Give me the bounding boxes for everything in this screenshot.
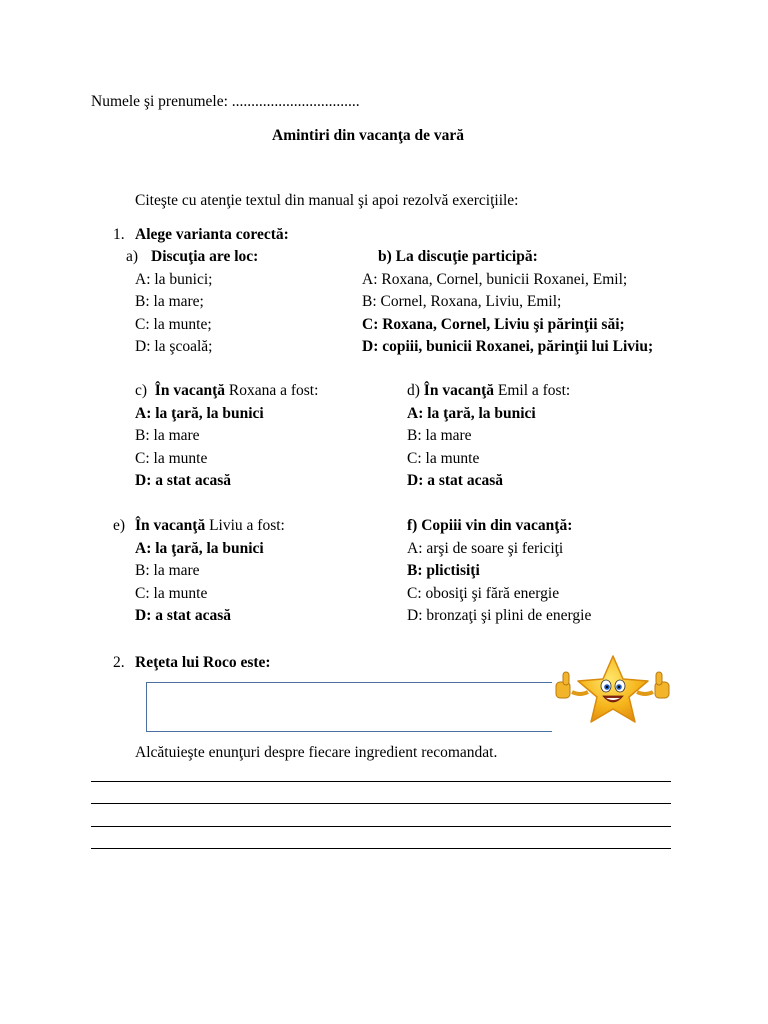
question-d [407, 382, 570, 400]
question-c-letter: c) [135, 382, 148, 399]
instruction-text: Citeşte cu atenţie textul din manual şi apoi rezolvă exerciţiile: [135, 192, 519, 209]
question-c-option-a: A: la ţară, la bunici [135, 405, 264, 422]
question-f-option-c: C: obosiţi şi fără energie [407, 585, 560, 602]
exercise-2-task [135, 744, 497, 762]
name-blank: : ................................. [223, 93, 360, 110]
question-a-letter: a) [126, 248, 139, 265]
exercise-2-task-text: Alcătuieşte enunţuri despre fiecare ingredient recomandat. [135, 744, 498, 761]
answer-line-2[interactable] [91, 803, 671, 804]
star-smiley-icon [552, 652, 674, 734]
question-f-option-a: A: arşi de soare şi fericiţi [407, 540, 564, 557]
question-e-rest: Liviu a fost: [205, 517, 285, 534]
answer-line-1[interactable] [91, 781, 671, 782]
question-a: Discuţia are loc: [151, 248, 259, 265]
question-c-option-d: D: a stat acasă [135, 472, 231, 489]
question-d-option-b: B: la mare [407, 427, 472, 444]
thumbs-up-icon [655, 672, 669, 698]
question-e-option-b: B: la mare [135, 562, 200, 579]
question-e-option-a: A: la ţară, la bunici [135, 540, 264, 557]
question-f-option-d: D: bronzaţi şi plini de energie [407, 607, 592, 624]
question-f-option-b: B: plictisiţi [407, 562, 480, 579]
question-d-rest: Emil a fost: [494, 382, 571, 399]
exercise-1-number: 1. [113, 226, 125, 243]
question-c-prefix: În vacanţă [154, 382, 225, 399]
question-e [135, 517, 285, 535]
name-label: Numele şi prenumele [91, 93, 224, 110]
question-c-option-c: C: la munte [135, 450, 208, 467]
question-c-rest: Roxana a fost: [225, 382, 319, 399]
question-a-option-b: B: la mare; [135, 293, 204, 310]
question-e-option-d: D: a stat acasă [135, 607, 231, 624]
question-b-option-a: A: Roxana, Cornel, bunicii Roxanei, Emil; [362, 271, 628, 288]
question-a-option-d: D: la şcoală; [135, 338, 213, 355]
name-line [91, 93, 360, 111]
question-d-option-c: C: la munte [407, 450, 480, 467]
question-f: f) Copiii vin din vacanţă: [407, 517, 573, 534]
question-d-option-d: D: a stat acasă [407, 472, 503, 489]
question-e-prefix: În vacanţă [135, 517, 206, 534]
question-a-option-a: A: la bunici; [135, 271, 213, 288]
question-e-letter: e) [113, 517, 126, 534]
question-a-option-c: C: la munte; [135, 316, 212, 333]
question-b-option-c: C: Roxana, Cornel, Liviu şi părinţii săi; [362, 316, 625, 333]
answer-line-4[interactable] [91, 848, 671, 849]
question-b-option-b: B: Cornel, Roxana, Liviu, Emil; [362, 293, 562, 310]
thumbs-up-icon [556, 672, 570, 698]
question-c-option-b: B: la mare [135, 427, 200, 444]
question-c [135, 382, 318, 400]
answer-line-3[interactable] [91, 826, 671, 827]
worksheet-title: Amintiri din vacanţa de vară [272, 127, 465, 144]
question-b-option-d: D: copiii, bunicii Roxanei, părinţii lui Liviu; [362, 338, 654, 355]
exercise-1-heading: Alege varianta corectă: [135, 226, 289, 243]
question-e-option-c: C: la munte [135, 585, 208, 602]
question-d-option-a: A: la ţară, la bunici [407, 405, 536, 422]
question-b: b) La discuţie participă: [378, 248, 538, 265]
exercise-2-heading: Reţeta lui Roco este: [135, 654, 271, 671]
exercise-2-number: 2. [113, 654, 125, 671]
question-d-letter: d) [407, 382, 424, 399]
recipe-box[interactable] [146, 682, 621, 732]
question-d-prefix: În vacanţă [423, 382, 494, 399]
